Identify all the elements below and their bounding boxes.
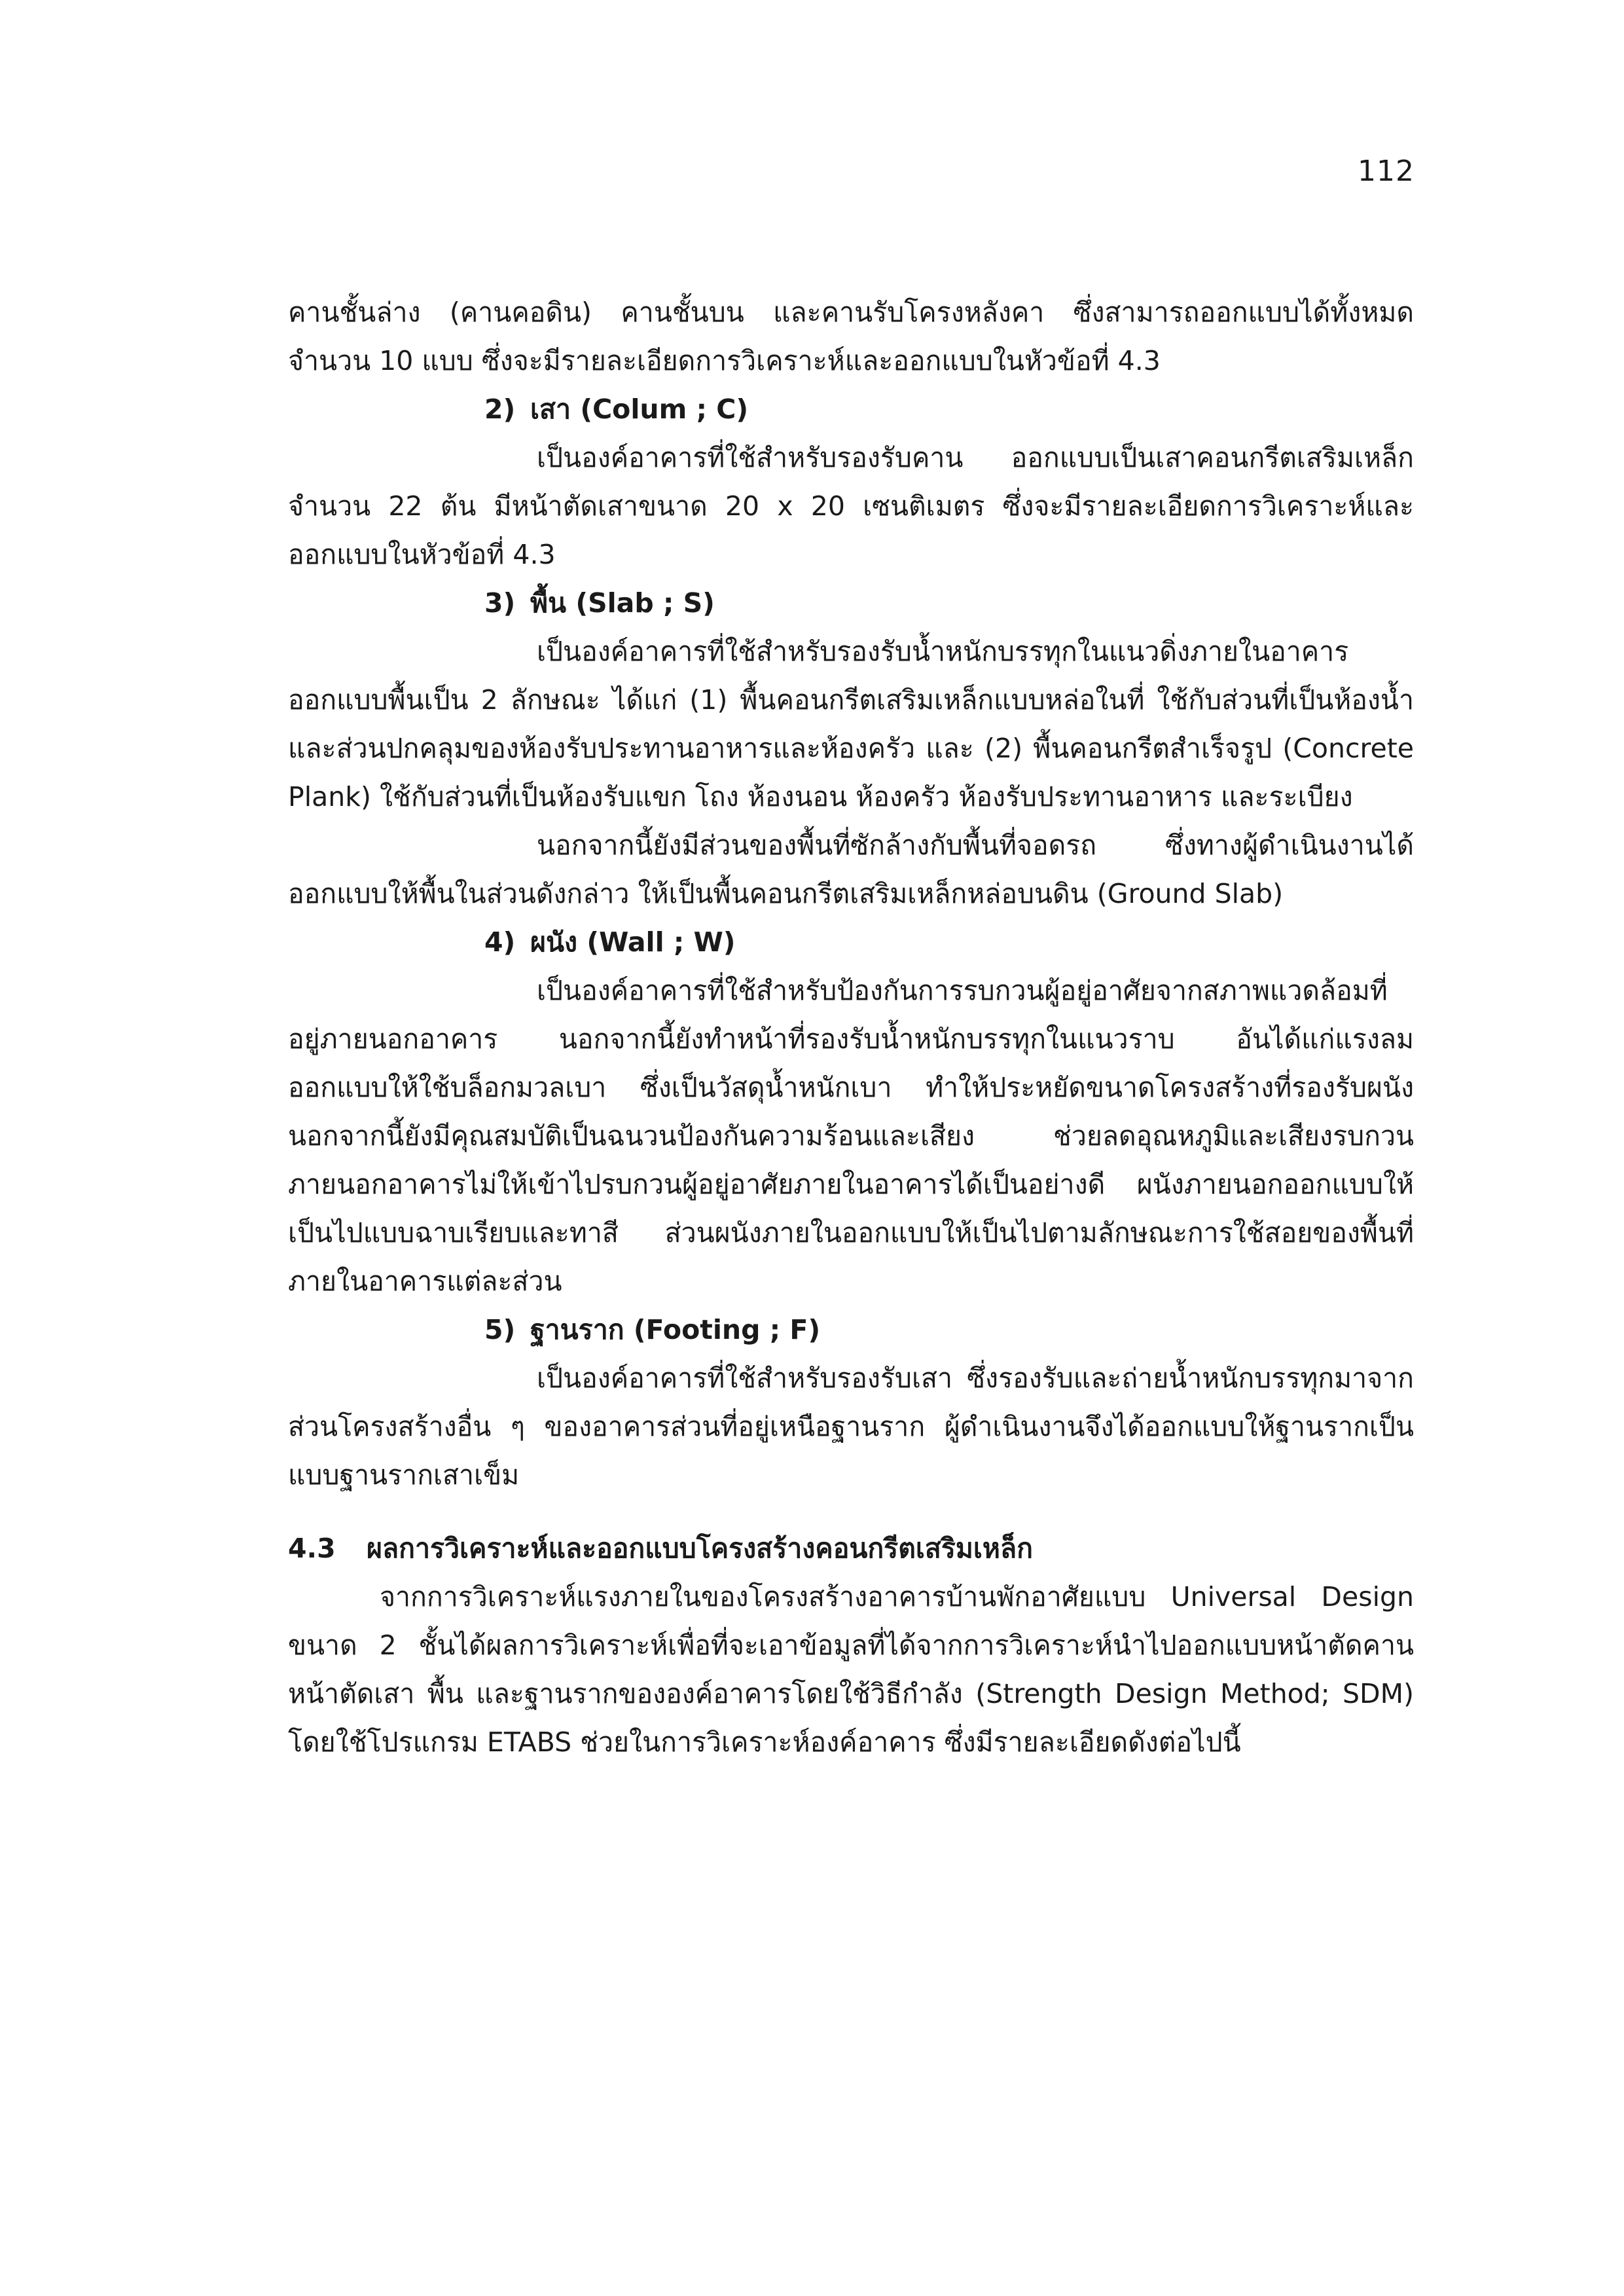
item-number: 4)	[484, 926, 516, 958]
item-title: พื้น (Slab ; S)	[530, 587, 715, 619]
document-body	[288, 288, 1414, 1766]
item-paragraph: เป็นองค์อาคารที่ใช้สำหรับรองรับคาน ออกแบบเป็นเสาคอนกรีตเสริมเหล็ก จำนวน 22 ต้น มีหน้าตัดเสาขนาด 20 x 20 เซนติเมตร ซึ่งจะมีรายละเอียดการวิเคราะห์และออกแบบในหัวข้อที่ 4.3	[288, 442, 1414, 570]
page-number: 112	[1358, 155, 1415, 188]
item-title: ผนัง (Wall ; W)	[530, 926, 736, 958]
item-heading-column	[288, 385, 1414, 433]
intro-paragraph: คานชั้นล่าง (คานคอดิน) คานชั้นบน และคานรับโครงหลังคา ซึ่งสามารถออกแบบได้ทั้งหมดจำนวน 10 แบบ ซึ่งจะมีรายละเอียดการวิเคราะห์และออกแบบในหัวข้อที่ 4.3	[288, 297, 1414, 376]
item-number: 3)	[484, 587, 516, 619]
item-number: 5)	[484, 1314, 516, 1345]
item-paragraph: เป็นองค์อาคารที่ใช้สำหรับรองรับเสา ซึ่งรองรับและถ่ายน้ำหนักบรรทุกมาจากส่วนโครงสร้างอื่น ๆ ของอาคารส่วนที่อยู่เหนือฐานราก ผู้ดำเนินงานจึงได้ออกแบบให้ฐานรากเป็นแบบฐานรากเสาเข็ม	[288, 1362, 1414, 1491]
section-heading	[288, 1524, 1414, 1573]
item-paragraph: เป็นองค์อาคารที่ใช้สำหรับรองรับน้ำหนักบรรทุกในแนวดิ่งภายในอาคาร ออกแบบพื้นเป็น 2 ลักษณะ ได้แก่ (1) พื้นคอนกรีตเสริมเหล็กแบบหล่อในที่ ใช้กับส่วนที่เป็นห้องน้ำและส่วนปกคลุมของห้องรับประทานอาหารและห้องครัว และ (2) พื้นคอนกรีตสำเร็จรูป (Concrete Plank) ใช้กับส่วนที่เป็นห้องรับแขก โถง ห้องนอน ห้องครัว ห้องรับประทานอาหาร และระเบียง	[288, 636, 1414, 812]
item-title: ฐานราก (Footing ; F)	[530, 1314, 821, 1345]
item-heading-footing	[288, 1305, 1414, 1354]
section-number: 4.3	[288, 1533, 336, 1564]
item-heading-slab	[288, 579, 1414, 627]
item-title: เสา (Colum ; C)	[530, 393, 749, 425]
item-paragraph: เป็นองค์อาคารที่ใช้สำหรับป้องกันการรบกวนผู้อยู่อาศัยจากสภาพแวดล้อมที่อยู่ภายนอกอาคาร นอกจากนี้ยังทำหน้าที่รองรับน้ำหนักบรรทุกในแนวราบ อันได้แก่แรงลม ออกแบบให้ใช้บล็อกมวลเบา ซึ่งเป็นวัสดุน้ำหนักเบา ทำให้ประหยัดขนาดโครงสร้างที่รองรับผนัง นอกจากนี้ยังมีคุณสมบัติเป็นฉนวนป้องกันความร้อนและเสียง ช่วยลดอุณหภูมิและเสียงรบกวนภายนอกอาคารไม่ให้เข้าไปรบกวนผู้อยู่อาศัยภายในอาคารได้เป็นอย่างดี ผนังภายนอกออกแบบให้เป็นไปแบบฉาบเรียบและทาสี ส่วนผนังภายในออกแบบให้เป็นไปตามลักษณะการใช้สอยของพื้นที่ภายในอาคารแต่ละส่วน	[288, 975, 1414, 1297]
section-paragraph: จากการวิเคราะห์แรงภายในของโครงสร้างอาคารบ้านพักอาศัยแบบ Universal Design ขนาด 2 ชั้นได้ผลการวิเคราะห์เพื่อที่จะเอาข้อมูลที่ได้จากการวิเคราะห์นำไปออกแบบหน้าตัดคาน หน้าตัดเสา พื้น และฐานรากขององค์อาคารโดยใช้วิธีกำลัง (Strength Design Method; SDM) โดยใช้โปรแกรม ETABS ช่วยในการวิเคราะห์องค์อาคาร ซึ่งมีรายละเอียดดังต่อไปนี้	[288, 1581, 1414, 1758]
item-paragraph: นอกจากนี้ยังมีส่วนของพื้นที่ซักล้างกับพื้นที่จอดรถ ซึ่งทางผู้ดำเนินงานได้ออกแบบให้พื้นในส่วนดังกล่าว ให้เป็นพื้นคอนกรีตเสริมเหล็กหล่อบนดิน (Ground Slab)	[288, 829, 1414, 909]
item-heading-wall	[288, 918, 1414, 966]
item-number: 2)	[484, 393, 516, 425]
section-title: ผลการวิเคราะห์และออกแบบโครงสร้างคอนกรีตเสริมเหล็ก	[367, 1533, 1033, 1564]
